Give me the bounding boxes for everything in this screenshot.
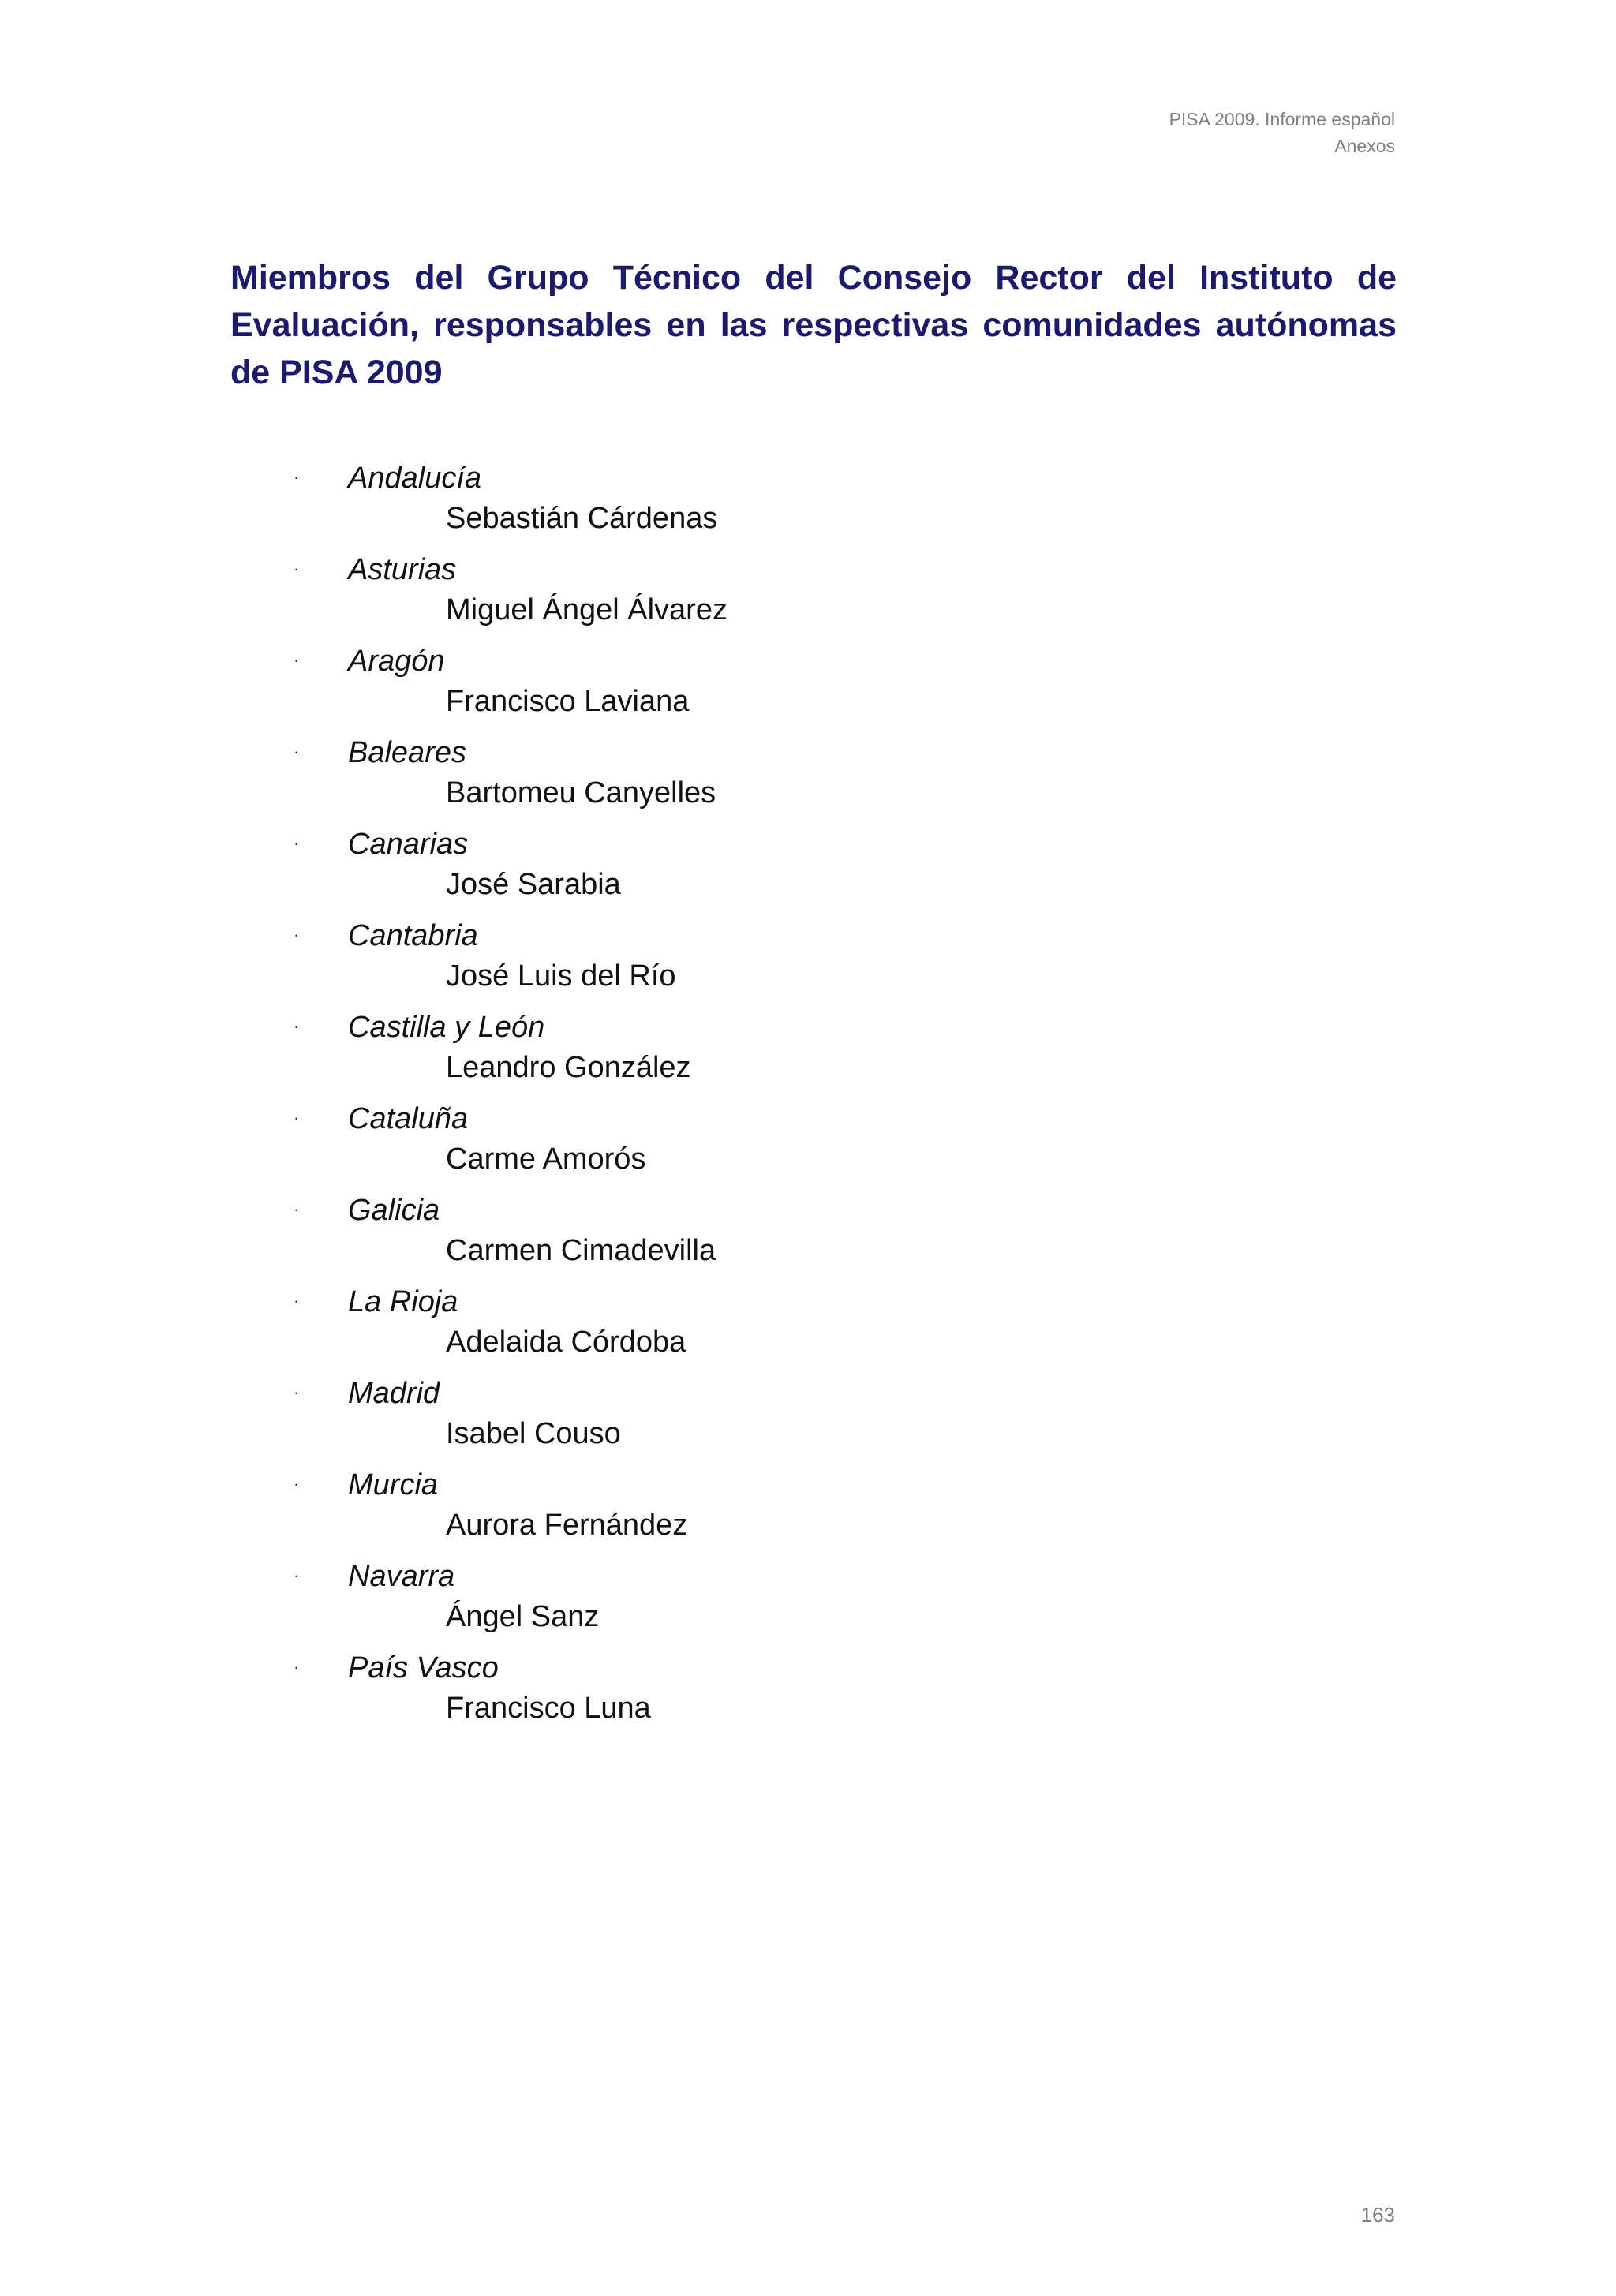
bullet-icon: · bbox=[294, 742, 300, 761]
region-name: Asturias bbox=[348, 553, 457, 586]
page-number: 163 bbox=[1360, 2203, 1395, 2227]
bullet-icon: · bbox=[294, 650, 300, 670]
bullet-icon: · bbox=[294, 1565, 300, 1585]
person-name: Carmen Cimadevilla bbox=[446, 1234, 716, 1267]
region-name: Canarias bbox=[348, 828, 469, 861]
region-name: Murcia bbox=[348, 1468, 439, 1501]
person-name: Sebastián Cárdenas bbox=[446, 502, 718, 535]
person-name: Isabel Couso bbox=[446, 1417, 621, 1450]
person-name: Francisco Luna bbox=[446, 1692, 651, 1725]
person-name: Francisco Laviana bbox=[446, 685, 690, 718]
header-section-name: Anexos bbox=[1334, 136, 1395, 156]
region-name: Aragón bbox=[348, 645, 445, 678]
region-name: Navarra bbox=[348, 1560, 455, 1593]
bullet-icon: · bbox=[294, 833, 300, 853]
region-name: Cataluña bbox=[348, 1102, 469, 1135]
bullet-icon: · bbox=[294, 559, 300, 578]
region-name: Andalucía bbox=[348, 462, 482, 495]
bullet-icon: · bbox=[294, 467, 300, 487]
person-name: Adelaida Córdoba bbox=[446, 1326, 686, 1359]
section-title: Miembros del Grupo Técnico del Consejo Rector del Instituto de Evaluación, responsables en las respectivas comunidades autónomas de PISA 2009 bbox=[230, 259, 1397, 391]
bullet-icon: · bbox=[294, 1016, 300, 1036]
person-name: Ángel Sanz bbox=[446, 1600, 600, 1633]
person-name: José Luis del Río bbox=[446, 959, 676, 993]
person-name: Miguel Ángel Álvarez bbox=[446, 593, 728, 626]
region-name: Baleares bbox=[348, 736, 466, 769]
bullet-icon: · bbox=[294, 1291, 300, 1311]
person-name: Aurora Fernández bbox=[446, 1509, 688, 1542]
person-name: Carme Amorós bbox=[446, 1142, 646, 1176]
region-name: Cantabria bbox=[348, 919, 478, 952]
bullet-icon: · bbox=[294, 1474, 300, 1494]
bullet-icon: · bbox=[294, 1657, 300, 1677]
person-name: José Sarabia bbox=[446, 868, 621, 901]
bullet-icon: · bbox=[294, 1199, 300, 1219]
bullet-icon: · bbox=[294, 1108, 300, 1127]
region-name: País Vasco bbox=[348, 1651, 499, 1685]
bullet-icon: · bbox=[294, 925, 300, 944]
region-name: La Rioja bbox=[348, 1285, 458, 1318]
region-name: Galicia bbox=[348, 1194, 440, 1227]
region-name: Madrid bbox=[348, 1377, 440, 1410]
bullet-icon: · bbox=[294, 1382, 300, 1402]
person-name: Bartomeu Canyelles bbox=[446, 776, 716, 810]
region-name: Castilla y León bbox=[348, 1011, 545, 1044]
running-header bbox=[1169, 106, 1395, 159]
header-report-title: PISA 2009. Informe español bbox=[1169, 109, 1395, 129]
person-name: Leandro González bbox=[446, 1051, 691, 1084]
